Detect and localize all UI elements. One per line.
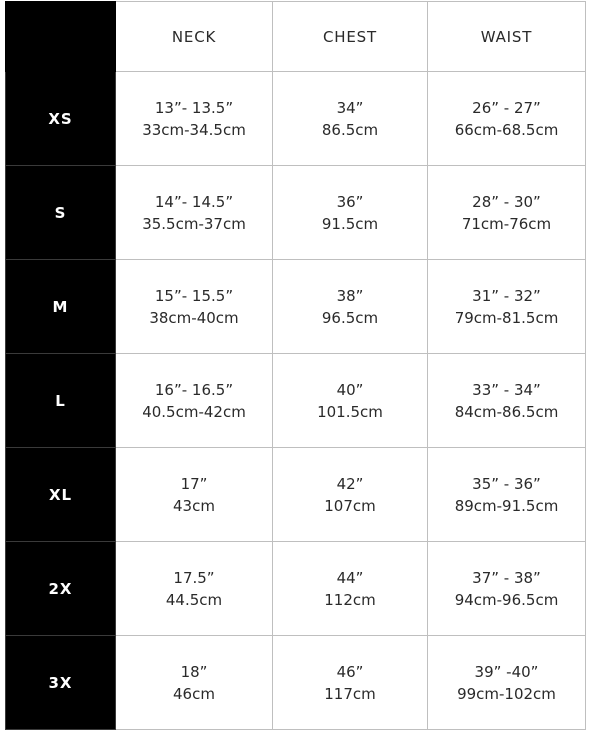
header-neck: NECK (116, 2, 273, 72)
chest-cm: 86.5cm (321, 120, 379, 139)
chest-cell (273, 354, 428, 448)
waist-cell (428, 542, 586, 636)
neck-cm: 33cm-34.5cm (142, 120, 246, 139)
neck-cell (116, 636, 273, 730)
table-row (6, 166, 586, 260)
size-chart-table (5, 1, 586, 730)
table-row (6, 260, 586, 354)
neck-cm: 35.5cm-37cm (142, 214, 246, 233)
table-row (6, 636, 586, 730)
chest-inches: 42” (336, 474, 364, 493)
neck-cm: 40.5cm-42cm (142, 402, 246, 421)
size-label: 2X (6, 542, 116, 636)
neck-cm: 43cm (173, 496, 215, 515)
neck-cell (116, 354, 273, 448)
waist-cm: 66cm-68.5cm (454, 120, 559, 139)
size-label: 3X (6, 636, 116, 730)
neck-inches: 14”- 14.5” (154, 192, 234, 211)
chest-cell (273, 166, 428, 260)
neck-cell (116, 542, 273, 636)
table-row (6, 354, 586, 448)
waist-cm: 99cm-102cm (457, 684, 556, 703)
neck-inches: 18” (180, 662, 208, 681)
chest-cell (273, 260, 428, 354)
header-row (6, 2, 586, 72)
neck-inches: 15”- 15.5” (154, 286, 234, 305)
neck-cm: 46cm (173, 684, 215, 703)
waist-cm: 94cm-96.5cm (454, 590, 559, 609)
waist-cm: 89cm-91.5cm (454, 496, 559, 515)
neck-cell (116, 260, 273, 354)
chest-cell (273, 542, 428, 636)
neck-inches: 17.5” (173, 568, 215, 587)
waist-cm: 79cm-81.5cm (454, 308, 559, 327)
neck-inches: 16”- 16.5” (154, 380, 234, 399)
neck-cell (116, 72, 273, 166)
waist-inches: 39” -40” (474, 662, 539, 681)
waist-inches: 31” - 32” (472, 286, 541, 305)
size-label: XL (6, 448, 116, 542)
waist-cell (428, 636, 586, 730)
corner-cell (6, 2, 116, 72)
neck-inches: 17” (180, 474, 208, 493)
neck-cell (116, 448, 273, 542)
table-row (6, 72, 586, 166)
chest-cm: 117cm (324, 684, 376, 703)
waist-cm: 84cm-86.5cm (454, 402, 559, 421)
waist-cell (428, 448, 586, 542)
waist-cm: 71cm-76cm (461, 214, 552, 233)
waist-inches: 37” - 38” (472, 568, 541, 587)
neck-cm: 44.5cm (165, 590, 223, 609)
waist-cell (428, 166, 586, 260)
chest-cm: 112cm (324, 590, 376, 609)
chest-inches: 34” (336, 98, 364, 117)
chest-inches: 40” (336, 380, 364, 399)
chest-cell (273, 636, 428, 730)
waist-inches: 35” - 36” (472, 474, 541, 493)
chest-inches: 38” (336, 286, 364, 305)
header-chest: CHEST (273, 2, 428, 72)
chest-cm: 91.5cm (321, 214, 379, 233)
waist-cell (428, 72, 586, 166)
waist-inches: 28” - 30” (472, 192, 541, 211)
header-waist: WAIST (428, 2, 586, 72)
chest-inches: 46” (336, 662, 364, 681)
size-label: L (6, 354, 116, 448)
waist-cell (428, 354, 586, 448)
chest-inches: 36” (336, 192, 364, 211)
size-label: XS (6, 72, 116, 166)
neck-cm: 38cm-40cm (149, 308, 239, 327)
waist-cell (428, 260, 586, 354)
chest-cm: 96.5cm (321, 308, 379, 327)
waist-inches: 26” - 27” (472, 98, 541, 117)
chest-cell (273, 72, 428, 166)
chest-cm: 107cm (324, 496, 376, 515)
chest-inches: 44” (336, 568, 364, 587)
table-row (6, 542, 586, 636)
neck-inches: 13”- 13.5” (154, 98, 234, 117)
chest-cm: 101.5cm (317, 402, 383, 421)
table-row (6, 448, 586, 542)
waist-inches: 33” - 34” (472, 380, 541, 399)
neck-cell (116, 166, 273, 260)
size-label: M (6, 260, 116, 354)
chest-cell (273, 448, 428, 542)
size-label: S (6, 166, 116, 260)
